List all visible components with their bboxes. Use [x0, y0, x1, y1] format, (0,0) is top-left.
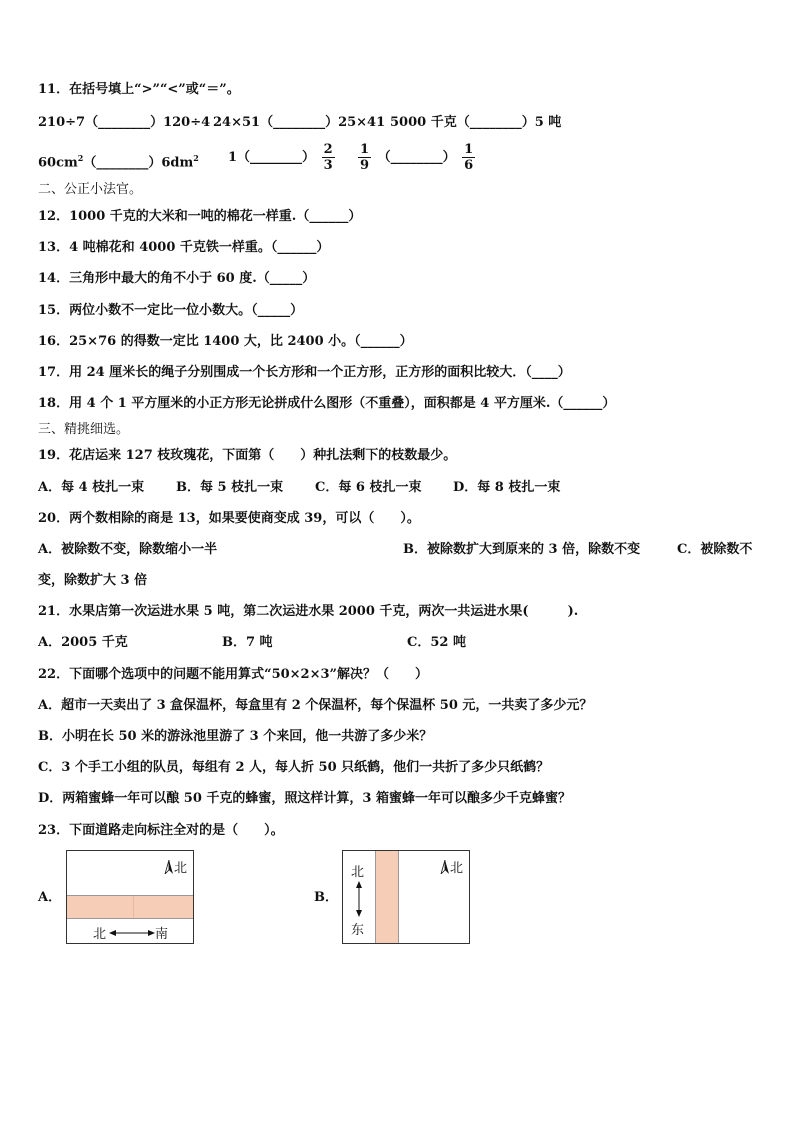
north-mark: 北 [164, 857, 187, 876]
double-arrow-icon [109, 928, 155, 938]
road-vertical [375, 851, 399, 943]
q20-option-c-part2: 变，除数扩大 3 倍 [38, 573, 148, 588]
q22-option-a: A．超市一天卖出了 3 盒保温杯，每盒里有 2 个保温杯，每个保温杯 50 元，一共卖了多少元？ [38, 698, 593, 713]
q20-option-a: A．被除数不变，除数缩小一半 [38, 542, 218, 557]
q11-item-6: $\frac{1}{9}$ （________） $\frac{1}{6}$ [360, 142, 474, 173]
q23-option-a-label: A． [38, 890, 62, 905]
q22-option-b: B．小明在长 50 米的游泳池里游了 3 个来回，他一共游了多少米？ [38, 729, 433, 744]
q17: 17．用 24 厘米长的绳子分别围成一个长方形和一个正方形，正方形的面积比较大．（____） [38, 365, 571, 380]
q13: 13．4 吨棉花和 4000 千克铁一样重。（______） [38, 240, 330, 255]
q23-figure-a [66, 850, 194, 944]
section-3-heading: 三、精挑细选。 [38, 422, 130, 437]
fraction-1-6: $\frac{1}{6}$ [464, 142, 474, 173]
direction-label-north: 北 [93, 927, 107, 942]
q22-option-c: C．3 个手工小组的队员，每组有 2 人，每人折 50 只纸鹤，他们一共折了多少只纸鹤？ [38, 760, 550, 775]
fraction-1-9: $\frac{1}{9}$ [360, 142, 370, 173]
q23-option-b-label: B． [314, 890, 338, 905]
q11-item-3: 5000 千克（________）5 吨 [390, 115, 562, 130]
q18: 18．用 4 个 1 平方厘米的小正方形无论拼成什么图形（不重叠），面积都是 4 平方厘米.（______） [38, 396, 616, 411]
q16: 16．25×76 的得数一定比 1400 大，比 2400 小。（______） [38, 334, 413, 349]
q19-option-a: A．每 4 枝扎一束 [38, 480, 145, 495]
q20-option-b: B．被除数扩大到原来的 3 倍，除数不变 [403, 542, 641, 557]
q19-option-b: B．每 5 枝扎一束 [176, 480, 284, 495]
q22-stem: 22．下面哪个选项中的问题不能用算式“50×2×3”解决？（ ） [38, 667, 429, 682]
q19-option-d: D．每 8 枝扎一束 [453, 480, 561, 495]
q21-option-b: B．7 吨 [222, 635, 273, 650]
q21-option-c: C．52 吨 [407, 635, 466, 650]
north-arrow-icon [440, 860, 450, 874]
q11-title: 11．在括号填上“>”“<”或“＝”。 [38, 82, 240, 97]
q11-item-1: 210÷7（________）120÷4 [38, 115, 211, 130]
q22-option-d: D．两箱蜜蜂一年可以酿 50 千克的蜂蜜，照这样计算，3 箱蜜蜂一年可以酿多少千克蜂蜜？ [38, 791, 571, 806]
q14: 14．三角形中最大的角不小于 60 度.（_____） [38, 271, 316, 286]
q23-stem: 23．下面道路走向标注全对的是（ ）。 [38, 823, 284, 838]
q20-option-c-part1: C．被除数不 [677, 542, 753, 557]
q23-figure-b [342, 850, 470, 944]
q12: 12．1000 千克的大米和一吨的棉花一样重.（______） [38, 209, 362, 224]
north-arrow-icon [164, 860, 174, 874]
q21-option-a: A．2005 千克 [38, 635, 128, 650]
q21-stem: 21．水果店第一次运进水果 5 吨，第二次运进水果 2000 千克，两次一共运进水果( ). [38, 604, 579, 619]
q11-item-4: $60cm^2(\_\_\_\_\_\_\_\_)6dm^2$ [38, 153, 199, 171]
direction-label-east: 东 [351, 923, 365, 938]
direction-label-south: 南 [155, 927, 169, 942]
vertical-double-arrow-icon [354, 881, 364, 917]
q20-stem: 20．两个数相除的商是 13，如果要使商变成 39，可以（ ）。 [38, 511, 420, 526]
section-2-heading: 二、公正小法官。 [38, 182, 143, 197]
q11-item-2: 24×51（________）25×41 [213, 115, 386, 130]
q19-option-c: C．每 6 枝扎一束 [315, 480, 422, 495]
q15: 15．两位小数不一定比一位小数大。（_____） [38, 303, 304, 318]
fraction-2-3: $\frac{2}{3}$ [323, 142, 333, 173]
q11-item-5: 1（________） $\frac{2}{3}$ [228, 142, 333, 173]
north-mark: 北 [440, 857, 463, 876]
q19-stem: 19．花店运来 127 枝玫瑰花，下面第（ ）种扎法剩下的枝数最少。 [38, 448, 457, 463]
road-horizontal [67, 895, 193, 919]
direction-label-north: 北 [351, 865, 365, 880]
